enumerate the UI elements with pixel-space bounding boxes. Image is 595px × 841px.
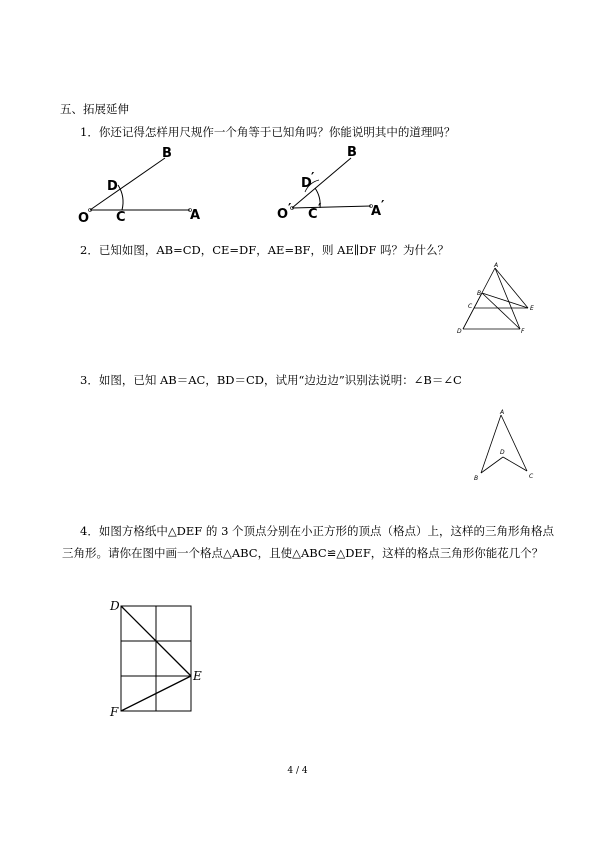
label-d1: D xyxy=(301,176,312,191)
q2-figure xyxy=(450,258,540,338)
label-e: E xyxy=(193,669,202,683)
question-1-text: 1．你还记得怎样用尺规作一个角等于已知角吗？你能说明其中的道理吗？ xyxy=(80,125,456,139)
q3-figure xyxy=(465,405,545,490)
label-c1: C xyxy=(308,207,318,222)
label-d: D xyxy=(107,179,118,194)
label-d1-prime: ′ xyxy=(311,171,315,186)
segment-bd xyxy=(463,293,482,329)
label-d: D xyxy=(500,449,505,456)
label-a: A xyxy=(190,208,201,223)
label-f: F xyxy=(110,705,119,719)
ray-ob xyxy=(90,158,165,210)
section-title: 五、拓展延伸 xyxy=(60,102,129,116)
question-2-text: 2．已知如图，AB=CD，CE=DF，AE=BF，则 AE∥DF 吗？为什么？ xyxy=(80,243,450,257)
label-o1: O xyxy=(277,207,289,222)
label-c: C xyxy=(529,473,534,480)
label-b: B xyxy=(162,146,172,161)
question-3-text: 3．如图，已知 AB＝AC，BD＝CD，试用“边边边”识别法说明：∠B＝∠C xyxy=(80,373,462,387)
label-e: E xyxy=(530,305,534,312)
grid xyxy=(121,606,191,711)
label-b1: B xyxy=(347,145,357,160)
label-a: A xyxy=(500,409,505,416)
segment-bd xyxy=(481,457,503,473)
segment-bf xyxy=(482,293,520,329)
q4-grid-figure xyxy=(105,595,215,720)
label-b: B xyxy=(477,290,482,297)
label-f: F xyxy=(521,328,525,335)
ray-o1a1 xyxy=(292,206,371,208)
label-c: C xyxy=(468,303,473,310)
question-4-text: 4．如图方格纸中△DEF 的 3 个顶点分别在小正方形的顶点（格点）上，这样的三角形角格点三角形。请你在图中画一个格点△ABC，且使△ABC≌△DEF，这样的格点三角形你能花几个？ xyxy=(62,524,555,560)
q1-figure-right xyxy=(275,140,395,225)
label-a1: A xyxy=(371,204,382,219)
label-o1-prime: ′ xyxy=(288,202,292,217)
arc-dc xyxy=(118,185,123,210)
label-d: D xyxy=(110,599,120,613)
label-o: O xyxy=(78,211,90,225)
segment-ac xyxy=(501,415,527,471)
label-b: B xyxy=(474,475,479,482)
segment-ab xyxy=(481,415,501,473)
page-number: 4 / 4 xyxy=(287,766,308,776)
label-c1-prime: ′ xyxy=(318,202,322,217)
label-a1-prime: ′ xyxy=(381,199,385,214)
label-a: A xyxy=(494,262,499,269)
segment-be xyxy=(482,293,528,308)
segment-ae xyxy=(495,268,528,308)
label-d: D xyxy=(457,328,462,335)
label-c: C xyxy=(116,210,126,225)
q1-figure-left xyxy=(70,140,220,225)
